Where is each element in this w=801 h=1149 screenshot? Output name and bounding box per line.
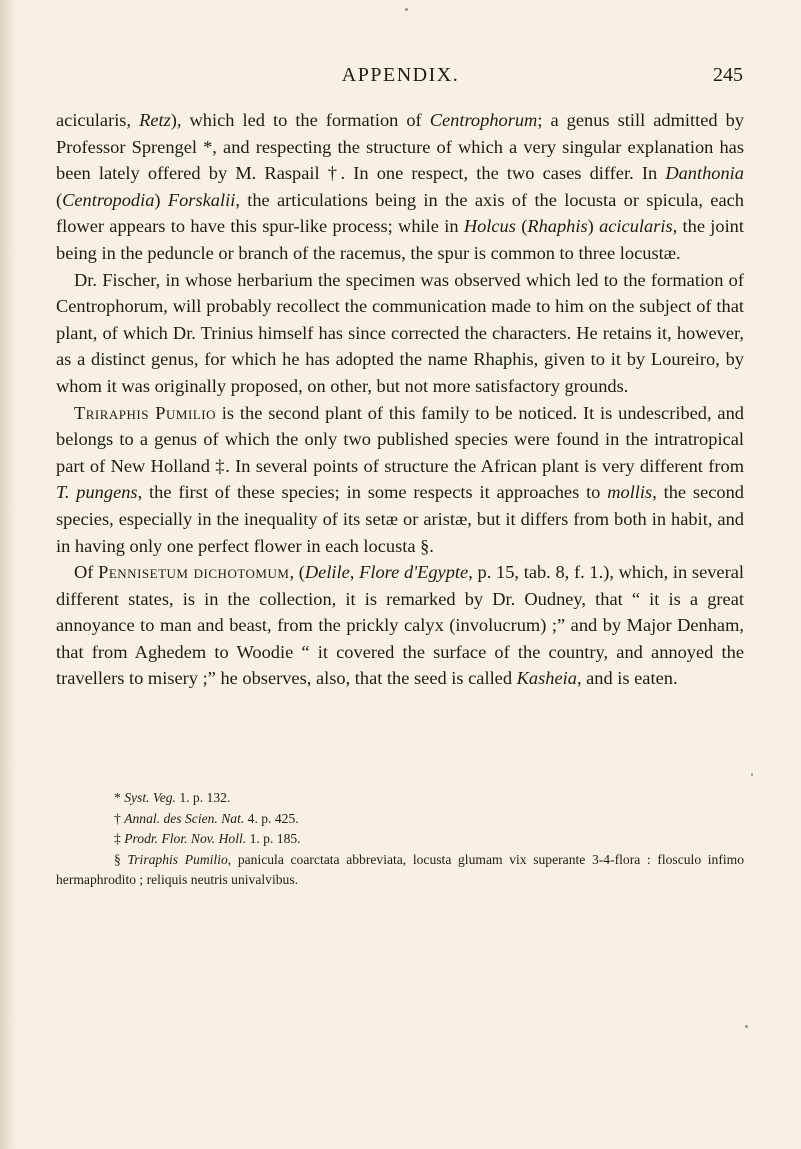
body-text: [56, 107, 744, 692]
footnote-4: § Triraphis Pumilio, panicula coarctata abbreviata, locusta glumam vix superante 3-4-flora : flosculo infimo hermaphrodito ; reliquis neutris univalvibus.: [56, 851, 745, 887]
running-head: [0, 64, 801, 92]
page-number: 245: [713, 64, 743, 86]
footnote-2: † Annal. des Scien. Nat. 4. p. 425.: [114, 810, 299, 826]
page-binding-edge: [0, 0, 16, 1149]
footnote-3: ‡ Prodr. Flor. Nov. Holl. 1. p. 185.: [114, 831, 301, 846]
paragraph-2: Dr. Fischer, in whose herbarium the specimen was observed which led to the formation of Centrophorum, will probably recollect the communication made to him on the subject of that plant, of which Dr. Trinius himself has since corrected the characters. He retains it, however, as a distinct genus, for which he has adopted the name Rhaphis, given to it by Loureiro, by whom it was originally proposed, on other, but not more satisfactory grounds.: [56, 269, 744, 396]
paragraph-4: Of Pennisetum dichotomum, (Delile, Flore d'Egypte, p. 15, tab. 8, f. 1.), which, in several different states, is in the collection, it is remarked by Dr. Oudney, that “ it is a great annoyance to man and beast, from the prickly calyx (involucrum) ;” and by Major Denham, that from Aghedem to Woodie “ it covered the surface of the country, and annoyed the travellers to misery ;” he observes, also, that the seed is called Kasheia, and is eaten.: [56, 562, 744, 689]
paragraph-1: acicularis, Retz), which led to the formation of Centrophorum; a genus still admitted by Professor Sprengel *, and respecting the structure of which a very singular explanation has been lately offered by M. Raspail †. In one respect, the two cases differ. In Danthonia (Centropodia) Forskalii, the articulations being in the axis of the locusta or spicula, each flower appears to have this spur-like process; while in Holcus (Rhaphis) acicularis, the joint being in the peduncle or branch of the racemus, the spur is common to three locustæ.: [56, 110, 744, 263]
footnote-1: * Syst. Veg. 1. p. 132.: [114, 790, 231, 805]
running-title: APPENDIX.: [341, 64, 460, 86]
footnotes: [56, 788, 744, 891]
paragraph-3: Triraphis Pumilio is the second plant of this family to be noticed. It is undescribed, and belongs to a genus of which the only two published species were found in the intratropical part of New Holland ‡. In several points of structure the African plant is very different from T. pungens, the first of these species; in some respects it approaches to mollis, the second species, especially in the inequality of its setæ or aristæ, but it differs from both in habit, and in having only one perfect flower in each locusta §.: [56, 402, 744, 556]
